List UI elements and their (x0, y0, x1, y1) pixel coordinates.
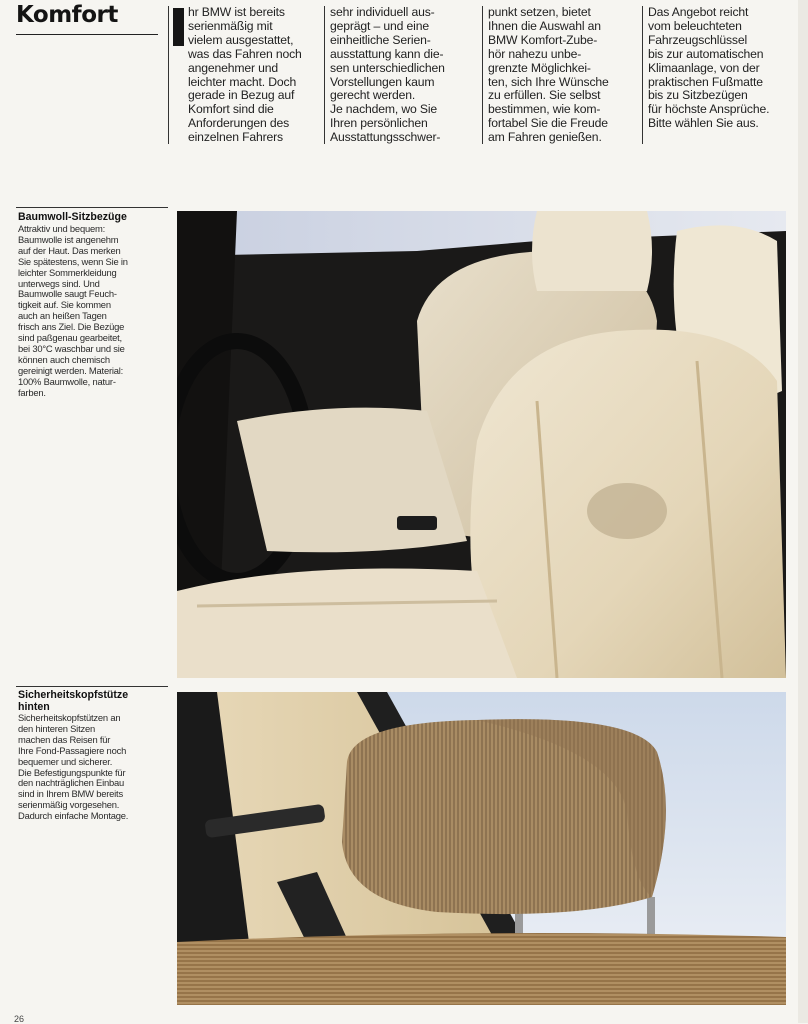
page-title: Komfort (16, 2, 118, 28)
intro-column-4: Das Angebot reicht vom beleuchteten Fahrzeugschlüssel bis zur automatischen Klimaanlage, von der praktischen Fußmatte bis zu Sitzbezügen für höchste Ansprüche. Bitte wählen Sie aus. (648, 5, 770, 131)
section-heading-seat-covers: Baumwoll-Sitzbezüge (18, 211, 127, 223)
column-divider (482, 6, 483, 144)
column-divider (324, 6, 325, 144)
drop-cap-bar (173, 8, 184, 46)
section-heading-headrest: Sicherheitskopfstütze hinten (18, 689, 129, 713)
intro-column-2: sehr individuell aus- geprägt – und eine einheitliche Serien- ausstattung kann die- sen unterschiedlichen Vorstellungen kaum gerecht werden. Je nachdem, wo Sie Ihren persönlichen Ausstattungsschwer- (330, 5, 445, 145)
page-number: 26 (14, 1014, 25, 1024)
column-divider (642, 6, 643, 144)
title-divider (16, 34, 158, 35)
section-text-seat-covers: Attraktiv und bequem: Baumwolle ist angenehm auf der Haut. Das merken Sie spätestens, wenn Sie in leichter Sommerkleidung unterwegs sind. Und Baumwolle saugt Feuch- tigkeit auf. Sie kommen auch an heißen Tagen frisch ans Ziel. Die Bezüge sind paßgenau gearbeitet, bei 30°C waschbar und sie können auch chemisch gereinigt werden. Material: 100% Baumwolle, natur- farben. (18, 223, 128, 398)
intro-column-3: punkt setzen, bietet Ihnen die Auswahl an BMW Komfort-Zube- hör nahezu unbe- grenzte Möglichkei- ten, sich Ihre Wünsche zu erfüllen. Sie selbst bestimmen, wie kom- fortabel Sie die Freude am Fahren genießen. (488, 5, 609, 145)
rear-headrest-photo (177, 692, 786, 1005)
column-divider (168, 6, 169, 144)
intro-column-1: hr BMW ist bereits serienmäßig mit vielem ausgestattet, was das Fahren noch angenehmer und leichter macht. Doch gerade in Bezug auf Komfort sind die Anforderungen des einzelnen Fahrers (188, 5, 302, 145)
seat-covers-photo (177, 211, 786, 678)
caption-divider (16, 207, 168, 208)
caption-divider (16, 686, 168, 687)
page-edge (798, 0, 808, 1023)
section-text-headrest: Sicherheitskopfstützen an den hinteren Sitzen machen das Reisen für Ihre Fond-Passagiere noch bequemer und sicherer. Die Befestigungspunkte für den nachträglichen Einbau sind in Ihrem BMW bereits serienmäßig vorgesehen. Dadurch einfache Montage. (18, 712, 129, 822)
